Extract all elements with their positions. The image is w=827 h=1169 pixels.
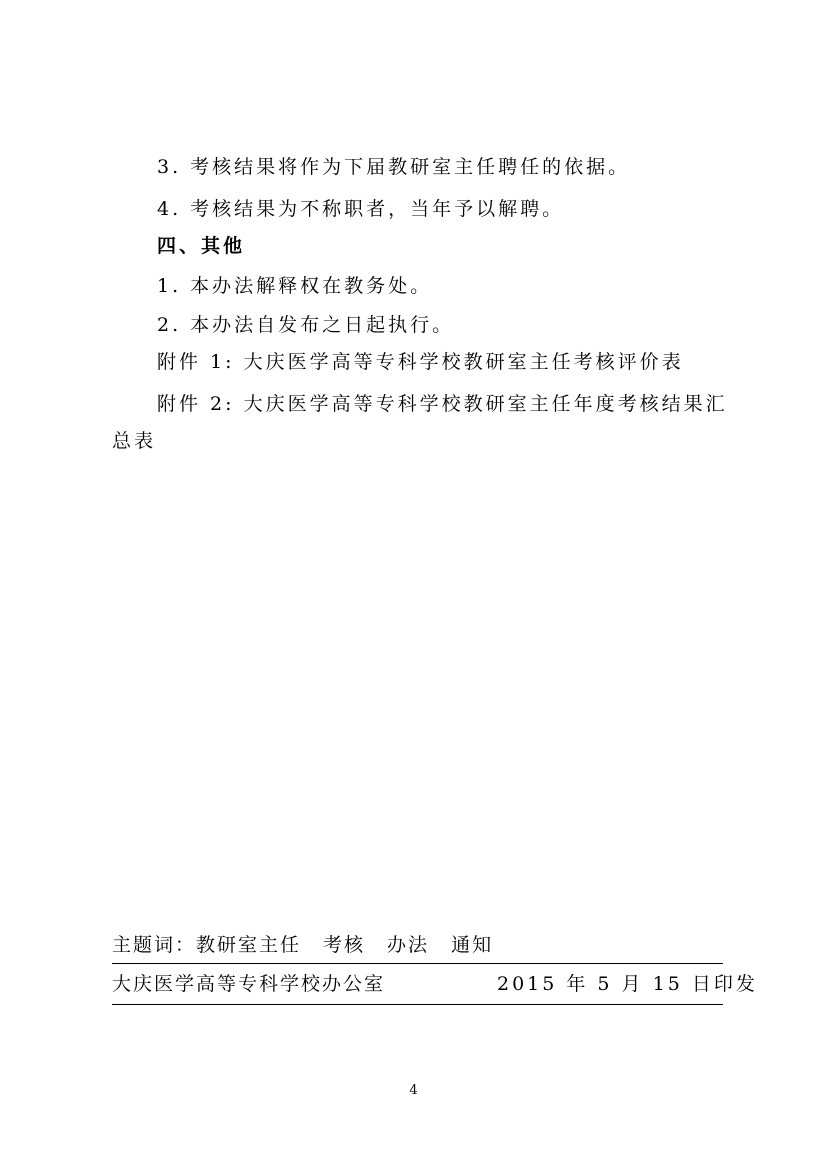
footer-divider-bottom <box>112 1004 723 1005</box>
issuer-name: 大庆医学高等专科学校办公室 <box>112 973 386 995</box>
paragraph-item-3: 3. 考核结果将作为下届教研室主任聘任的依据。 <box>157 156 631 178</box>
attachment-2-line-2: 总表 <box>112 430 157 452</box>
page-number: 4 <box>409 1083 418 1098</box>
keywords-row <box>112 930 515 960</box>
keyword: 办法 <box>387 934 430 956</box>
keyword: 考核 <box>323 934 366 956</box>
section-heading-other: 四、其他 <box>157 235 246 257</box>
keywords-label: 主题词： <box>112 934 197 956</box>
paragraph-other-2: 2. 本办法自发布之日起执行。 <box>157 314 455 336</box>
keyword: 通知 <box>451 934 494 956</box>
issue-date: 2015 年 5 月 15 日印发 <box>497 973 758 995</box>
attachment-2-line-1: 附件 2: 大庆医学高等专科学校教研室主任年度考核结果汇 <box>157 393 728 415</box>
footer-divider-top <box>112 963 723 964</box>
paragraph-item-4: 4. 考核结果为不称职者，当年予以解聘。 <box>157 198 565 220</box>
keyword: 教研室主任 <box>196 934 302 956</box>
attachment-1: 附件 1: 大庆医学高等专科学校教研室主任考核评价表 <box>157 351 684 373</box>
paragraph-other-1: 1. 本办法解释权在教务处。 <box>157 275 433 297</box>
